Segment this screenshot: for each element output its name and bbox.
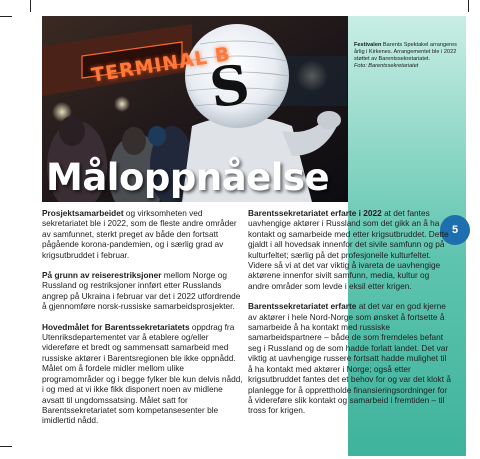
crop-mark [0,16,12,17]
paragraph [42,322,246,426]
crop-mark [468,0,469,12]
caption-bold: Festivalen [354,42,382,48]
paragraph-text: og virksomheten ved sekretariatet ble i 2022, som de fleste andre områder av samfunnet, sterkt preget av både den fortsatt pågående korona-pandemien, og i særlig grad av krigsutbruddet i februar. [42,208,237,260]
crop-mark [0,446,12,447]
page-number: 5 [451,224,459,236]
paragraph-text: oppdrag fra Utenriksdepartementet var å etablere og/eller videreføre et bredt og sammensatt samarbeid med russiske aktører i Barentsregionen ble ikke oppnådd. Målet om å fordele midler mellom ulike programområder og i begge fylker ble kun delvis nådd, i og med at vi ikke fikk disponert noen av midlene avsatt til ungdomssatsing. Målet satt for Barentssekretariatet som kompetansesenter ble imidlertid nådd. [42,321,243,426]
paragraph [42,208,246,260]
left-column [42,208,246,436]
photo-caption [354,42,462,70]
paragraph-text: at det fantes uavhengige aktører i Russland som det gikk an å ha kontakt og samarbeide med etter krigsutbruddet. Dette gjaldt i all hovedsak innenfor det sivile samfunn og på kulturfeltet; særlig på det profesjonelle kulturfeltet. Videre så vi at det var viktig å ivareta de uavhengige aktørene innenfor sivilt samfunn, media, kultur og andre områder som levde i eksil etter krigen. [248,208,449,291]
right-column [248,208,452,426]
paragraph-lead: Barentssekretariatet erfarte i 2022 [248,208,382,218]
paragraph [42,270,246,312]
festival-photo [42,16,348,202]
terminal-sign: TERMINAL B [90,43,233,87]
caption-text: Barents Spektakel arrangeres årlig i Kirkenes. Arrangementet ble i 2022 støttet av Barentssekretariatet. [354,42,457,62]
paragraph-lead: Hovedmålet for Barentssekretariatets [42,321,190,332]
crop-mark [30,0,31,12]
paragraph-lead: På grunn av reiserestriksjoner [42,270,162,281]
lantern-glyph: S [205,51,254,121]
paragraph-lead: Prosjektsamarbeidet [42,208,124,218]
paragraph-text: at det var en god kjerne av aktører i hele Nord-Norge som ønsket å fortsette å samarbeide å ha kontakt med russiske samarbeidspartnere – både de som fremdeles befant seg i Russland og de som hadde forlatt landet. Det var viktig at uavhengige russere fortsatt hadde mulighet til å ha kontakt med aktører i Norge; også etter krigsutbruddet fantes det et behov for og var det klokt å planlegge for å opprettholde finansieringsordninger for å videreføre slik kontakt og samarbeid i fremtiden – til tross for krigen. [248,301,451,416]
page-title: Måloppnåelse [46,156,330,199]
paragraph [248,208,452,291]
caption-credit: Foto: Barentssekretariatet [354,63,419,69]
paragraph-text: mellom Norge og Russland og restriksjoner innført etter Russlands angrep på Ukraina i februar var det i 2022 utfordrende å gjennomføre norsk-russiske samarbeidsprosjekter. [42,270,241,312]
paragraph-lead: Barentssekretariatet erfarte [248,301,357,312]
paragraph [248,301,452,415]
